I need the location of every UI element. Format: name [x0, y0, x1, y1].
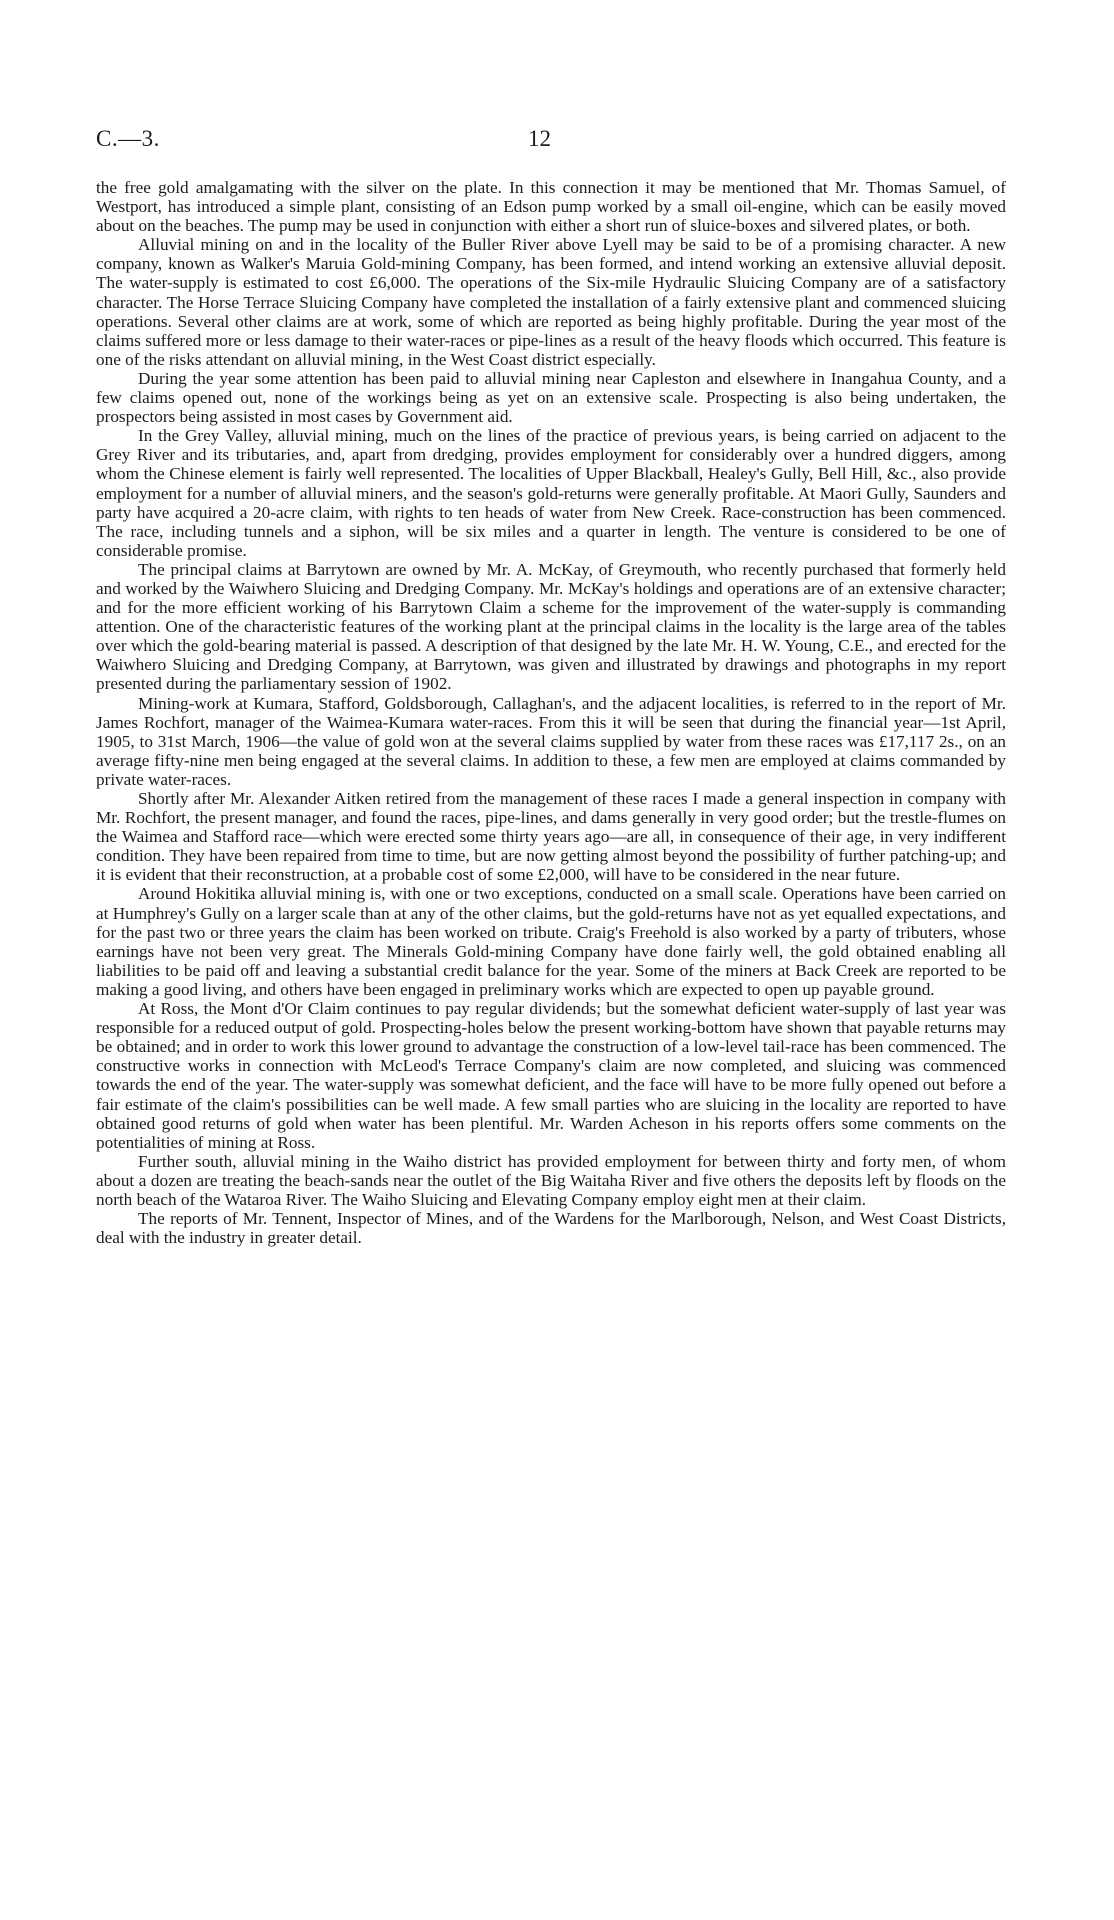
paragraph-ross: At Ross, the Mont d'Or Claim continues to pay regular dividends; but the somewhat deficient water-supply of last year was responsible for a reduced output of gold. Prospecting-holes below the present working-bottom have shown that payable returns may be obtained; and in order to work this lower ground to advantage the construction of a low-level tail-race has been commenced. The constructive works in connection with McLeod's Terrace Company's claim are now completed, and sluicing was commenced towards the end of the year. The water-supply was somewhat deficient, and the face will have to be more fully opened out before a fair estimate of the claim's possibilities can be well made. A few small parties who are sluicing in the locality are reported to have obtained good returns of gold when water has been plentiful. Mr. Warden Acheson in his reports offers some comments on the potentialities of mining at Ross. — [96, 999, 1006, 1152]
paragraph-capleston: During the year some attention has been paid to alluvial mining near Capleston and elsewhere in Inangahua County, and a few claims opened out, none of the workings being as yet on an extensive scale. Prospecting is also being undertaken, the prospectors being assisted in most cases by Government aid. — [96, 368, 1006, 427]
body-text — [96, 178, 1006, 1247]
paragraph-aitken-inspection: Shortly after Mr. Alexander Aitken retired from the management of these races I made a general inspection in company with Mr. Rochfort, the present manager, and found the races, pipe-lines, and dams generally in very good order; but the trestle-flumes on the Waimea and Stafford race—which were erected some thirty years ago—are all, in consequence of their age, in very indifferent condition. They have been repaired from time to time, but are now getting almost beyond the possibility of further patching-up; and it is evident that their reconstruction, at a probable cost of some £2,000, will have to be considered in the near future. — [96, 789, 1006, 885]
document-code: C.—3. — [96, 126, 160, 151]
paragraph-waiho: Further south, alluvial mining in the Waiho district has provided employment for between thirty and forty men, of whom about a dozen are treating the beach-sands near the outlet of the Big Waitaha River and five others the deposits left by floods on the north beach of the Wataroa River. The Waiho Sluicing and Elevating Company employ eight men at their claim. — [96, 1151, 1006, 1209]
paragraph-barrytown: The principal claims at Barrytown are owned by Mr. A. McKay, of Greymouth, who recently purchased that formerly held and worked by the Waiwhero Sluicing and Dredging Company. Mr. McKay's holdings and operations are of an extensive character; and for the more efficient working of his Barrytown Claim a scheme for the improvement of the water-supply is commanding attention. One of the characteristic features of the working plant at the principal claims in the locality is the large area of the tables over which the gold-bearing material is passed. A description of that designed by the late Mr. H. W. Young, C.E., and erected for the Waiwhero Sluicing and Dredging Company, at Barrytown, was given and illustrated by drawings and photographs in my report presented during the parliamentary session of 1902. — [96, 559, 1006, 694]
page-header — [96, 126, 1006, 156]
paragraph-reports: The reports of Mr. Tennent, Inspector of Mines, and of the Wardens for the Marlborough, Nelson, and West Coast Districts, deal with the industry in greater detail. — [96, 1209, 1006, 1248]
paragraph-buller-river: Alluvial mining on and in the locality of the Buller River above Lyell may be said to be of a promising character. A new company, known as Walker's Maruia Gold-mining Company, has been formed, and intend working an extensive alluvial deposit. The water-supply is estimated to cost £6,000. The operations of the Six-mile Hydraulic Sluicing Company are of a satisfactory character. The Horse Terrace Sluicing Company have completed the installation of a fairly extensive plant and commenced sluicing operations. Several other claims are at work, some of which are reported as being highly profitable. During the year most of the claims suffered more or less damage to their water-races or pipe-lines as a result of the heavy floods which occurred. This feature is one of the risks attendant on alluvial mining, in the West Coast district especially. — [96, 235, 1006, 369]
paragraph-hokitika: Around Hokitika alluvial mining is, with one or two exceptions, conducted on a small scale. Operations have been carried on at Humphrey's Gully on a larger scale than at any of the other claims, but the gold-returns have not as yet equalled expectations, and for the past two or three years the claim has been worked on tribute. Craig's Freehold is also worked by a party of tributers, whose earnings have not been very great. The Minerals Gold-mining Company have done fairly well, the gold obtained enabling all liabilities to be paid off and leaving a substantial credit balance for the year. Some of the miners at Back Creek are reported to be making a good living, and others have been engaged in preliminary works which are expected to open up payable ground. — [96, 884, 1006, 999]
page-number: 12 — [528, 126, 551, 151]
paragraph-grey-valley: In the Grey Valley, alluvial mining, much on the lines of the practice of previous years, is being carried on adjacent to the Grey River and its tributaries, and, apart from dredging, provides employment for considerably over a hundred diggers, among whom the Chinese element is fairly well represented. The localities of Upper Blackball, Healey's Gully, Bell Hill, &c., also provide employment for a number of alluvial miners, and the season's gold-returns were generally profitable. At Maori Gully, Saunders and party have acquired a 20-acre claim, with rights to ten heads of water from New Creek. Race-construction has been commenced. The race, including tunnels and a siphon, will be six miles and a quarter in length. The venture is considered to be one of considerable promise. — [96, 426, 1006, 560]
paragraph-kumara: Mining-work at Kumara, Stafford, Goldsborough, Callaghan's, and the adjacent localities, is referred to in the report of Mr. James Rochfort, manager of the Waimea-Kumara water-races. From this it will be seen that during the financial year—1st April, 1905, to 31st March, 1906—the value of gold won at the several claims supplied by water from these races was £17,117 2s., on an average fifty-nine men being engaged at the several claims. In addition to these, a few men are employed at claims commanded by private water-races. — [96, 693, 1006, 789]
paragraph-continuation: the free gold amalgamating with the silver on the plate. In this connection it may be mentioned that Mr. Thomas Samuel, of Westport, has introduced a simple plant, consisting of an Edson pump worked by a small oil-engine, which can be easily moved about on the beaches. The pump may be used in conjunction with either a short run of sluice-boxes and silvered plates, or both. — [96, 178, 1006, 236]
